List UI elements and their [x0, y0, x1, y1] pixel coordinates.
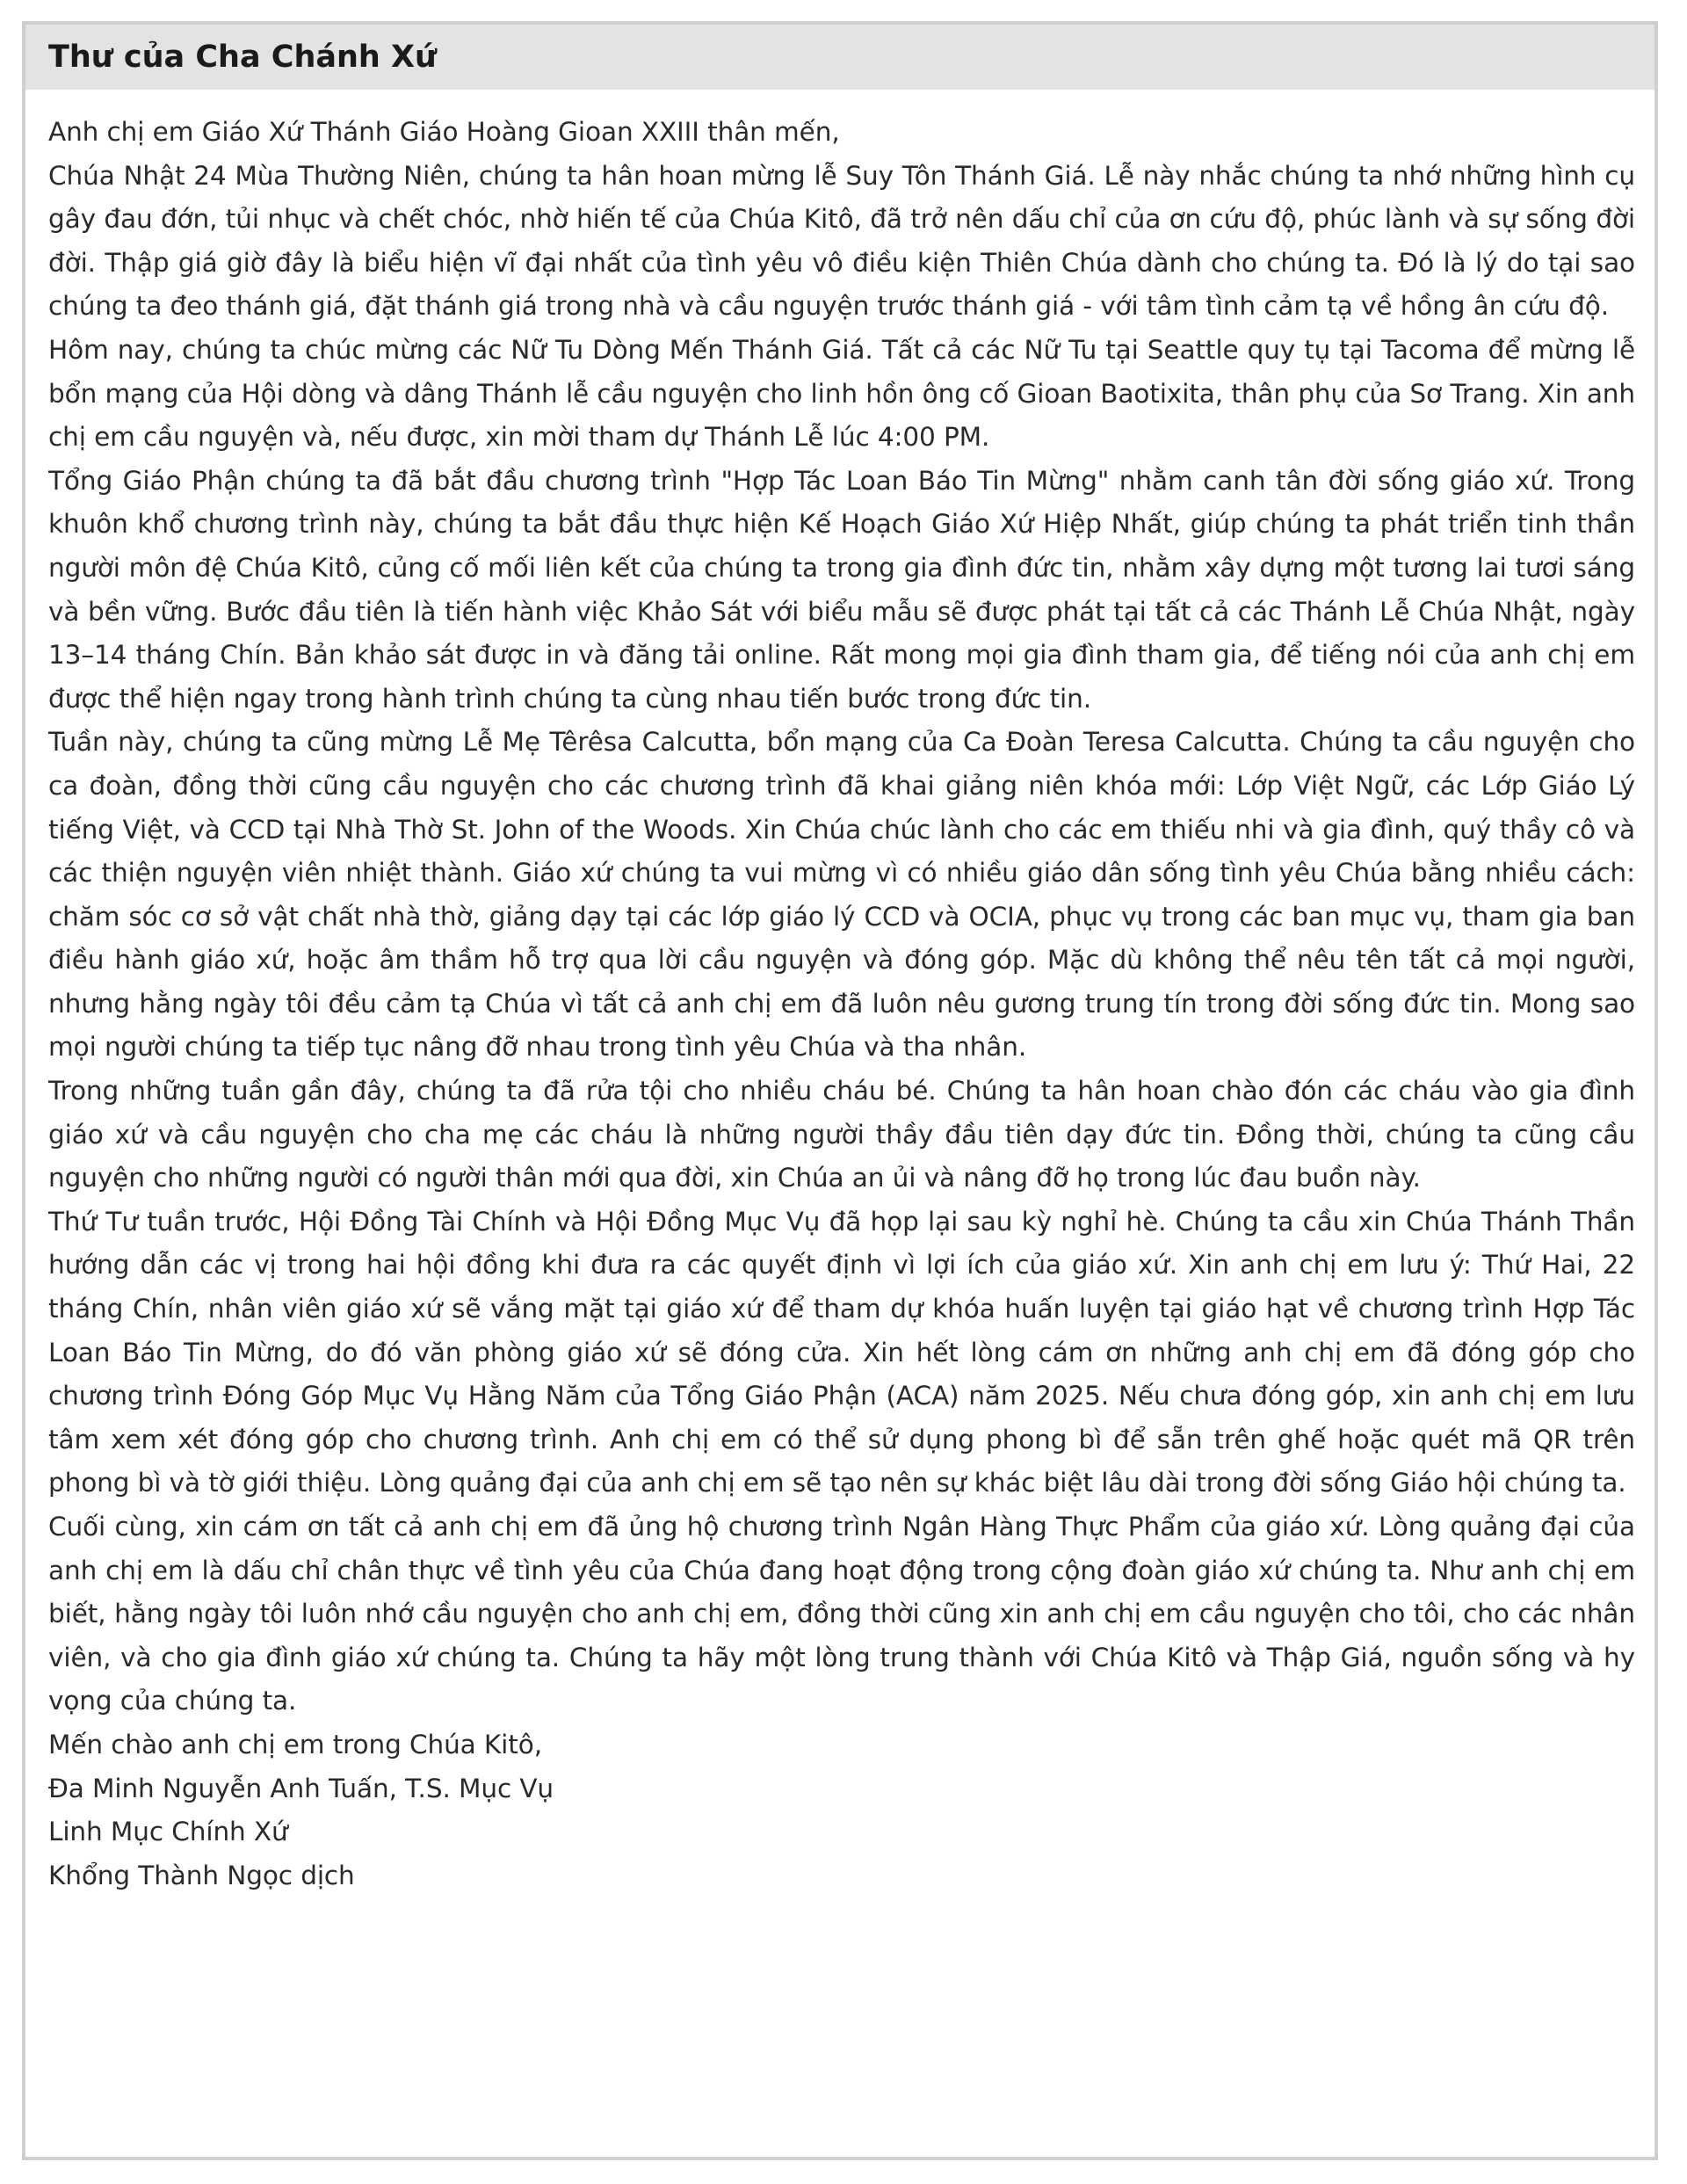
closing: Mến chào anh chị em trong Chúa Kitô, [48, 1729, 542, 1760]
paragraph-6: Thứ Tư tuần trước, Hội Đồng Tài Chính và Hội Đồng Mục Vụ đã họp lại sau kỳ nghỉ hè. Chúng ta cầu xin Chúa Thánh Thần hướng dẫn các vị trong hai hội đồng khi đưa ra các quyết định vì lợi ích của giáo xứ. Xin anh chị em lưu ý: Thứ Hai, 22 tháng Chín, nhân viên giáo xứ sẽ vắng mặt tại giáo xứ để tham dự khóa huấn luyện tại giáo hạt về chương trình Hợp Tác Loan Báo Tin Mừng, do đó văn phòng giáo xứ sẽ đóng cửa. Xin hết lòng cám ơn những anh chị em đã đóng góp cho chương trình Đóng Góp Mục Vụ Hằng Năm của Tổng Giáo Phận (ACA) năm 2025. Nếu chưa đóng góp, xin anh chị em lưu tâm xem xét đóng góp cho chương trình. Anh chị em có thể sử dụng phong bì để sẵn trên ghế hoặc quét mã QR trên phong bì và tờ giới thiệu. Lòng quảng đại của anh chị em sẽ tạo nên sự khác biệt lâu dài trong đời sống Giáo hội chúng ta. [48, 1206, 1635, 1498]
letter-body [48, 111, 1635, 1897]
paragraph-1: Chúa Nhật 24 Mùa Thường Niên, chúng ta hân hoan mừng lễ Suy Tôn Thánh Giá. Lễ này nhắc chúng ta nhớ những hình cụ gây đau đớn, tủi nhục và chết chóc, nhờ hiến tế của Chúa Kitô, đã trở nên dấu chỉ của ơn cứu độ, phúc lành và sự sống đời đời. Thập giá giờ đây là biểu hiện vĩ đại nhất của tình yêu vô điều kiện Thiên Chúa dành cho chúng ta. Đó là lý do tại sao chúng ta đeo thánh giá, đặt thánh giá trong nhà và cầu nguyện trước thánh giá - với tâm tình cảm tạ về hồng ân cứu độ. [48, 160, 1635, 322]
paragraph-5: Trong những tuần gần đây, chúng ta đã rửa tội cho nhiều cháu bé. Chúng ta hân hoan chào đón các cháu vào gia đình giáo xứ và cầu nguyện cho cha mẹ các cháu là những người thầy đầu tiên dạy đức tin. Đồng thời, chúng ta cũng cầu nguyện cho những người có người thân mới qua đời, xin Chúa an ủi và nâng đỡ họ trong lúc đau buồn này. [48, 1076, 1635, 1194]
signature-translator: Khổng Thành Ngọc dịch [48, 1860, 355, 1890]
signature-name: Đa Minh Nguyễn Anh Tuấn, T.S. Mục Vụ [48, 1773, 554, 1803]
greeting: Anh chị em Giáo Xứ Thánh Giáo Hoàng Gioan XXIII thân mến, [48, 117, 840, 147]
letter-frame [22, 21, 1658, 2160]
paragraph-4: Tuần này, chúng ta cũng mừng Lễ Mẹ Têrêsa Calcutta, bổn mạng của Ca Đoàn Teresa Calcutta. Chúng ta cầu nguyện cho ca đoàn, đồng thời cũng cầu nguyện cho các chương trình đã khai giảng niên khóa mới: Lớp Việt Ngữ, các Lớp Giáo Lý tiếng Việt, và CCD tại Nhà Thờ St. John of the Woods. Xin Chúa chúc lành cho các em thiếu nhi và gia đình, quý thầy cô và các thiện nguyện viên nhiệt thành. Giáo xứ chúng ta vui mừng vì có nhiều giáo dân sống tình yêu Chúa bằng nhiều cách: chăm sóc cơ sở vật chất nhà thờ, giảng dạy tại các lớp giáo lý CCD và OCIA, phục vụ trong các ban mục vụ, tham gia ban điều hành giáo xứ, hoặc âm thầm hỗ trợ qua lời cầu nguyện và đóng góp. Mặc dù không thể nêu tên tất cả mọi người, nhưng hằng ngày tôi đều cảm tạ Chúa vì tất cả anh chị em đã luôn nêu gương trung tín trong đời sống đức tin. Mong sao mọi người chúng ta tiếp tục nâng đỡ nhau trong tình yêu Chúa và tha nhân. [48, 727, 1635, 1063]
paragraph-3: Tổng Giáo Phận chúng ta đã bắt đầu chương trình "Hợp Tác Loan Báo Tin Mừng" nhằm canh tân đời sống giáo xứ. Trong khuôn khổ chương trình này, chúng ta bắt đầu thực hiện Kế Hoạch Giáo Xứ Hiệp Nhất, giúp chúng ta phát triển tinh thần người môn đệ Chúa Kitô, củng cố mối liên kết của chúng ta trong gia đình đức tin, nhằm xây dựng một tương lai tươi sáng và bền vững. Bước đầu tiên là tiến hành việc Khảo Sát với biểu mẫu sẽ được phát tại tất cả các Thánh Lễ Chúa Nhật, ngày 13–14 tháng Chín. Bản khảo sát được in và đăng tải online. Rất mong mọi gia đình tham gia, để tiếng nói của anh chị em được thể hiện ngay trong hành trình chúng ta cùng nhau tiến bước trong đức tin. [48, 465, 1635, 714]
signature-role: Linh Mục Chính Xứ [48, 1817, 288, 1847]
paragraph-7: Cuối cùng, xin cám ơn tất cả anh chị em đã ủng hộ chương trình Ngân Hàng Thực Phẩm của giáo xứ. Lòng quảng đại của anh chị em là dấu chỉ chân thực về tình yêu của Chúa đang hoạt động trong cộng đoàn giáo xứ chúng ta. Như anh chị em biết, hằng ngày tôi luôn nhớ cầu nguyện cho anh chị em, đồng thời cũng xin anh chị em cầu nguyện cho tôi, cho các nhân viên, và cho gia đình giáo xứ chúng ta. Chúng ta hãy một lòng trung thành với Chúa Kitô và Thập Giá, nguồn sống và hy vọng của chúng ta. [48, 1512, 1635, 1716]
page-title: Thư của Cha Chánh Xứ [48, 40, 437, 75]
title-bar [25, 25, 1654, 90]
paragraph-2: Hôm nay, chúng ta chúc mừng các Nữ Tu Dòng Mến Thánh Giá. Tất cả các Nữ Tu tại Seattle quy tụ tại Tacoma để mừng lễ bổn mạng của Hội dòng và dâng Thánh lễ cầu nguyện cho linh hồn ông cố Gioan Baotixita, thân phụ của Sơ Trang. Xin anh chị em cầu nguyện và, nếu được, xin mời tham dự Thánh Lễ lúc 4:00 PM. [48, 334, 1635, 453]
